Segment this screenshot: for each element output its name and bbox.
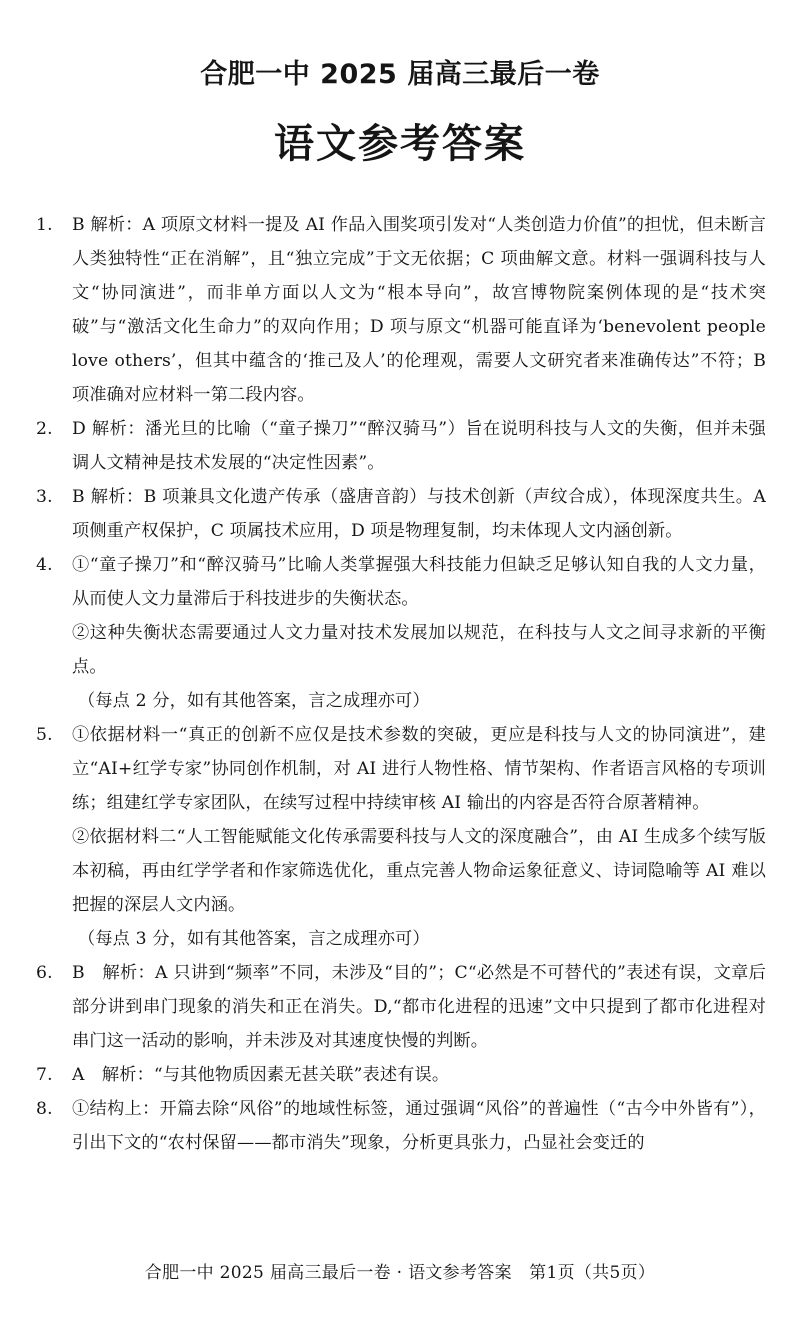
answer-text: B 解析：A 项原文材料一提及 AI 作品入围奖项引发对“人类创造力价值”的担忧，但未断言人类独特性“正在消解”，且“独立完成”于文无依据；C 项曲解文意。材料一强调科技与人文“协同演进”，而非单方面以人文为“根本导向”，故宫博物院案例体现的是“技术突破”与“激活文化生命力”的双向作用；D 项与原文“机器可能直译为‘benevolent people love others’，但其中蕴含的‘推己及人’的伦理观，需要人文研究者来准确传达”不符；B 项准确对应材料一第二段内容。 (72, 215, 766, 405)
answer-item-3 (36, 480, 766, 548)
answer-point-1: ①“童子操刀”和“醉汉骑马”比喻人类掌握强大科技能力但缺乏足够认知自我的人文力量，从而使人文力量滞后于科技进步的失衡状态。 (72, 555, 766, 609)
item-number: 6. (36, 963, 53, 983)
answer-item-4 (36, 548, 766, 718)
item-number: 1. (36, 215, 53, 235)
answer-item-5 (36, 718, 766, 956)
answer-point-2: ②依据材料二“人工智能赋能文化传承需要科技与人文的深度融合”，由 AI 生成多个续写版本初稿，再由红学学者和作家筛选优化，重点完善人物命运象征意义、诗词隐喻等 AI 难以把握的深层人文内涵。 (72, 827, 766, 915)
item-number: 7. (36, 1065, 53, 1085)
answer-point-1: ①依据材料一“真正的创新不应仅是技术参数的突破，更应是科技与人文的协同演进”，建立“AI+红学专家”协同创作机制，对 AI 进行人物性格、情节架构、作者语言风格的专项训练；组建红学专家团队，在续写过程中持续审核 AI 输出的内容是否符合原著精神。 (72, 725, 766, 813)
answer-item-1 (36, 208, 766, 412)
answer-item-2 (36, 412, 766, 480)
answer-text: B 解析：B 项兼具文化遗产传承（盛唐音韵）与技术创新（声纹合成），体现深度共生。A 项侧重产权保护，C 项属技术应用，D 项是物理复制，均未体现人文内涵创新。 (72, 487, 766, 541)
item-number: 5. (36, 725, 53, 745)
item-number: 4. (36, 555, 53, 575)
answer-text: ①结构上：开篇去除“风俗”的地域性标签，通过强调“风俗”的普遍性（“古今中外皆有”），引出下文的“农村保留——都市消失”现象，分析更具张力，凸显社会变迁的 (72, 1099, 766, 1153)
item-number: 8. (36, 1099, 53, 1119)
answer-text: B 解析：A 只讲到“频率”不同，未涉及“目的”；C“必然是不可替代的”表述有误，文章后部分讲到串门现象的消失和正在消失。D,“都市化进程的迅速”文中只提到了都市化进程对串门这一活动的影响，并未涉及对其速度快慢的判断。 (72, 963, 766, 1051)
item-number: 3. (36, 487, 53, 507)
page-title: 语文参考答案 (274, 120, 526, 167)
exam-title: 合肥一中 2025 届高三最后一卷 (200, 59, 600, 90)
answer-text: A 解析：“与其他物质因素无甚关联”表述有误。 (72, 1065, 450, 1085)
scoring-note: （每点 3 分，如有其他答案，言之成理亦可） (78, 929, 430, 949)
answer-list (36, 208, 766, 1160)
answer-item-7 (36, 1058, 766, 1092)
answer-point-2: ②这种失衡状态需要通过人文力量对技术发展加以规范，在科技与人文之间寻求新的平衡点。 (72, 623, 766, 677)
scoring-note: （每点 2 分，如有其他答案，言之成理亦可） (78, 691, 430, 711)
answer-item-6 (36, 956, 766, 1058)
item-number: 2. (36, 419, 53, 439)
answer-text: D 解析：潘光旦的比喻（“童子操刀”“醉汉骑马”）旨在说明科技与人文的失衡，但并未强调人文精神是技术发展的“决定性因素”。 (72, 419, 766, 473)
page-footer: 合肥一中 2025 届高三最后一卷 · 语文参考答案 第1页（共5页） (144, 1263, 656, 1283)
answer-item-8 (36, 1092, 766, 1160)
